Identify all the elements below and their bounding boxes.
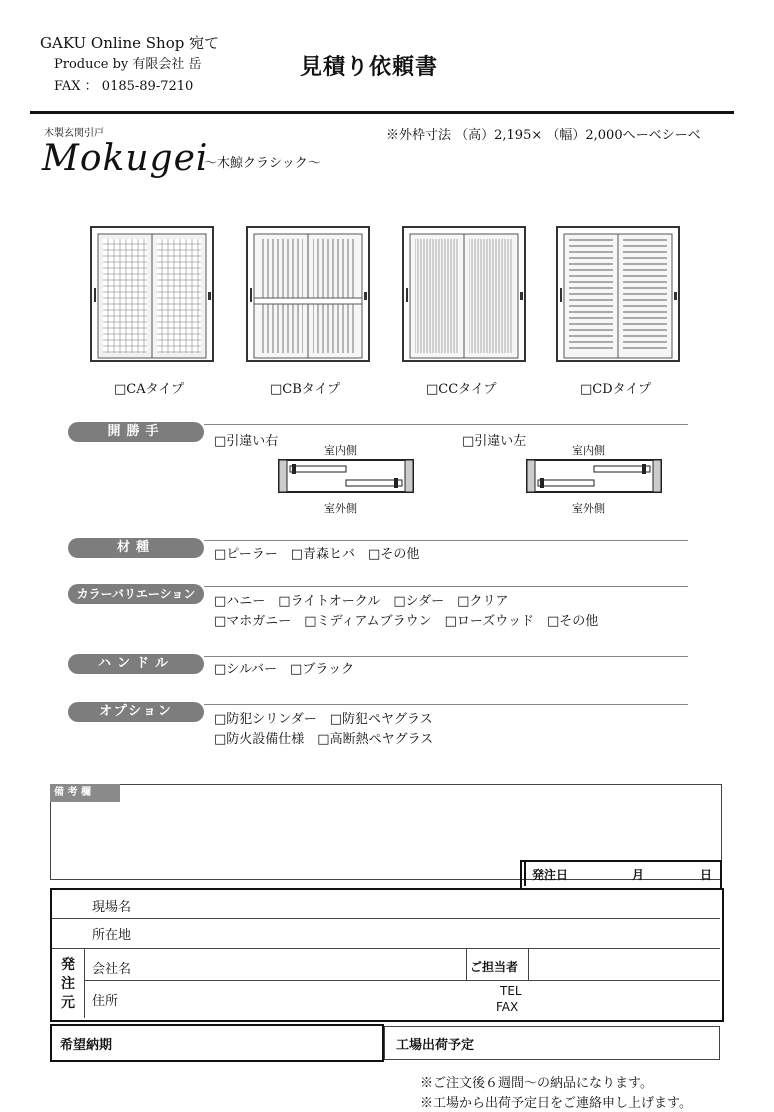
product-subtitle: 〜木鯨クラシック〜: [204, 156, 321, 171]
option-row1[interactable]: □防犯シリンダー □防犯ペヤグラス: [214, 712, 433, 727]
note-2: ※工場から出荷予定日をご連絡申し上げます。: [420, 1096, 692, 1111]
section-material-line: [204, 540, 688, 541]
opening-right-diagram: [278, 456, 414, 496]
address-label[interactable]: 住所: [92, 994, 119, 1009]
site-address-label[interactable]: 所在地: [92, 928, 132, 943]
site-name-label[interactable]: 現場名: [92, 900, 132, 915]
remarks-label: 備 考 欄: [50, 784, 120, 802]
tel-label[interactable]: TEL: [500, 984, 522, 998]
section-material-label: 材種: [68, 538, 204, 558]
person-col-line-b: [528, 948, 529, 980]
order-month-label: 月: [632, 868, 645, 882]
order-date-label: 発注日: [532, 868, 569, 882]
opening-left-checkbox[interactable]: □引違い左: [462, 434, 527, 449]
note-1: ※ご注文後６週間〜の納品になります。: [420, 1076, 653, 1091]
order-table: [50, 888, 724, 1022]
fax-number: FAX ： 0185-89-7210: [54, 79, 194, 94]
section-option-label: オプション: [68, 702, 204, 722]
section-opening-label: 開勝手: [68, 422, 204, 442]
color-options-row2[interactable]: □マホガニー □ミディアムブラウン □ローズウッド □その他: [214, 614, 599, 629]
type-ca-checkbox[interactable]: □CAタイプ: [114, 382, 184, 397]
section-opening-line: [204, 424, 688, 425]
product-category: 木製玄関引戸: [44, 128, 104, 139]
indoor-label-right: 室内側: [324, 444, 357, 457]
product-logo: Mokugei: [42, 138, 209, 179]
opening-right-checkbox[interactable]: □引違い右: [214, 434, 279, 449]
producer: Produce by 有限会社 岳: [54, 57, 202, 72]
section-color-line: [204, 586, 688, 587]
color-options-row1[interactable]: □ハニー □ライトオークル □シダー □クリア: [214, 594, 509, 609]
door-ca-image: [90, 226, 214, 362]
row-line-3: [84, 980, 720, 981]
company-label[interactable]: 会社名: [92, 962, 132, 977]
order-date-divider: [524, 862, 526, 886]
orderer-col-line: [84, 948, 85, 1018]
type-cb-checkbox[interactable]: □CBタイプ: [270, 382, 341, 397]
row-line-1: [52, 918, 720, 919]
recipient-block: [40, 32, 219, 98]
section-color-label: カラーバリエーション: [68, 584, 204, 604]
outdoor-label-right: 室外側: [324, 502, 357, 515]
person-label[interactable]: ご担当者: [470, 960, 519, 974]
door-cb-image: [246, 226, 370, 362]
order-day-label: 日: [700, 868, 713, 882]
dimension-spec: ※外枠寸法 （高）2,195× （幅）2,000へーベシーベ: [386, 128, 701, 143]
outdoor-label-left: 室外側: [572, 502, 605, 515]
desired-delivery-label: 希望納期: [60, 1038, 113, 1053]
section-option-line: [204, 704, 688, 705]
row-line-2: [52, 948, 720, 949]
option-row2[interactable]: □防火設備仕様 □高断熱ペヤグラス: [214, 732, 434, 747]
section-handle-line: [204, 656, 688, 657]
factory-ship-label: 工場出荷予定: [396, 1038, 475, 1053]
shop-name: GAKU Online Shop 宛て: [40, 34, 220, 52]
fax-label[interactable]: FAX: [496, 1000, 519, 1014]
orderer-label: 発注元: [61, 957, 75, 1011]
person-col-line-a: [466, 948, 467, 980]
indoor-label-left: 室内側: [572, 444, 605, 457]
type-cc-checkbox[interactable]: □CCタイプ: [426, 382, 497, 397]
door-cd-image: [556, 226, 680, 362]
section-handle-label: ハンドル: [68, 654, 204, 674]
opening-left-diagram: [526, 456, 662, 496]
handle-options[interactable]: □シルバー □ブラック: [214, 662, 355, 677]
door-cc-image: [402, 226, 526, 362]
page-title: 見積り依頼書: [300, 54, 439, 80]
header-divider: [30, 111, 734, 114]
material-options[interactable]: □ピーラー □青森ヒバ □その他: [214, 547, 420, 562]
type-cd-checkbox[interactable]: □CDタイプ: [580, 382, 652, 397]
